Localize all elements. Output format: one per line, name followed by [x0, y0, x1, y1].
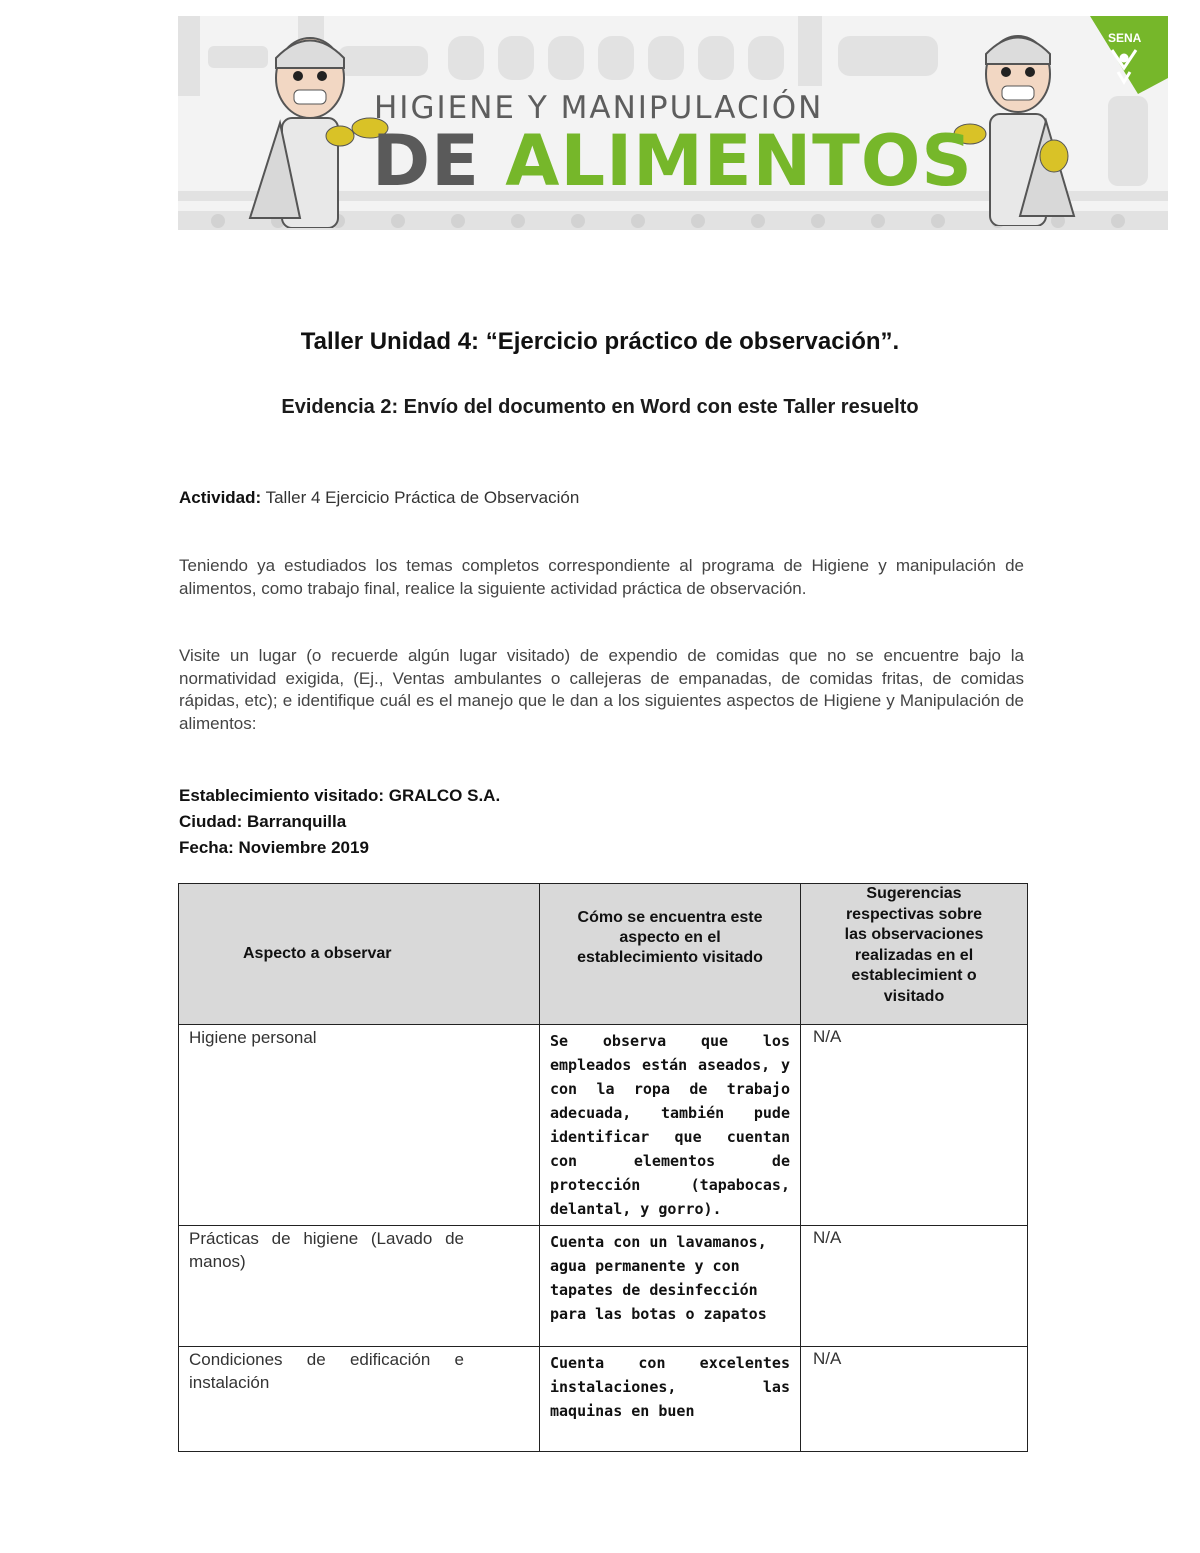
- sena-logo: [1060, 16, 1168, 94]
- chef-left-illustration: [240, 28, 390, 228]
- visit-metadata: [179, 783, 500, 861]
- header-status: Cómo se encuentra este aspecto en el establecimiento visitado: [540, 884, 801, 1025]
- table-row: [179, 1226, 1028, 1347]
- banner-title-de: DE: [372, 120, 506, 202]
- date-line: Fecha: Noviembre 2019: [179, 838, 369, 857]
- suggestion-cell: N/A: [801, 1025, 1028, 1226]
- banner-title-alimentos: ALIMENTOS: [505, 120, 973, 202]
- page-subtitle: Evidencia 2: Envío del documento en Word con este Taller resuelto: [281, 396, 919, 418]
- activity-line: [179, 488, 579, 508]
- status-cell: Se observa que los empleados están aseados, y con la ropa de trabajo adecuada, también pude identificar que cuentan con elementos de protección (tapabocas, delantal, y gorro).: [540, 1025, 801, 1226]
- status-cell: Cuenta con excelentes instalaciones, las maquinas en buen: [540, 1347, 801, 1452]
- sena-logo-text: SENA: [1108, 31, 1142, 45]
- banner-title-line1: HIGIENE Y MANIPULACIÓN: [374, 90, 824, 126]
- banner-title-line2: [372, 120, 973, 202]
- city-line: Ciudad: Barranquilla: [179, 812, 347, 831]
- suggestion-cell: N/A: [801, 1347, 1028, 1452]
- table-header-row: [179, 884, 1028, 1025]
- page-title: Taller Unidad 4: “Ejercicio práctico de observación”.: [300, 328, 900, 355]
- table-row: [179, 1347, 1028, 1452]
- header-banner: [178, 16, 1168, 230]
- aspect-cell: Prácticas de higiene (Lavado de manos): [179, 1226, 540, 1347]
- status-cell: Cuenta con un lavamanos, agua permanente y con tapates de desinfección para las botas o zapatos: [540, 1226, 801, 1347]
- activity-value: Taller 4 Ejercicio Práctica de Observación: [261, 488, 580, 507]
- activity-label: Actividad:: [179, 488, 262, 507]
- header-suggestions: Sugerencias respectivas sobre las observaciones realizadas en el establecimient o visitado: [801, 884, 1028, 1025]
- aspect-cell: Higiene personal: [179, 1025, 540, 1226]
- table-row: [179, 1025, 1028, 1226]
- aspect-cell: Condiciones de edificación e instalación: [179, 1347, 540, 1452]
- intro-paragraph: Teniendo ya estudiados los temas completos correspondiente al programa de Higiene y manipulación de alimentos, como trabajo final, realice la siguiente actividad práctica de observación.: [179, 556, 1024, 598]
- header-aspect: Aspecto a observar: [179, 884, 540, 1025]
- suggestion-cell: N/A: [801, 1226, 1028, 1347]
- instructions-paragraph: Visite un lugar (o recuerde algún lugar visitado) de expendio de comidas que no se encuentre bajo la normatividad exigida, (Ej., Ventas ambulantes o callejeras de empanadas, de comidas fritas, de comidas rápidas, etc); e identifique cuál es el manejo que le dan a los siguientes aspectos de Higiene y Manipulación de alimentos:: [179, 646, 1024, 733]
- establishment-line: Establecimiento visitado: GRALCO S.A.: [179, 786, 501, 805]
- observation-table: [178, 883, 1028, 1452]
